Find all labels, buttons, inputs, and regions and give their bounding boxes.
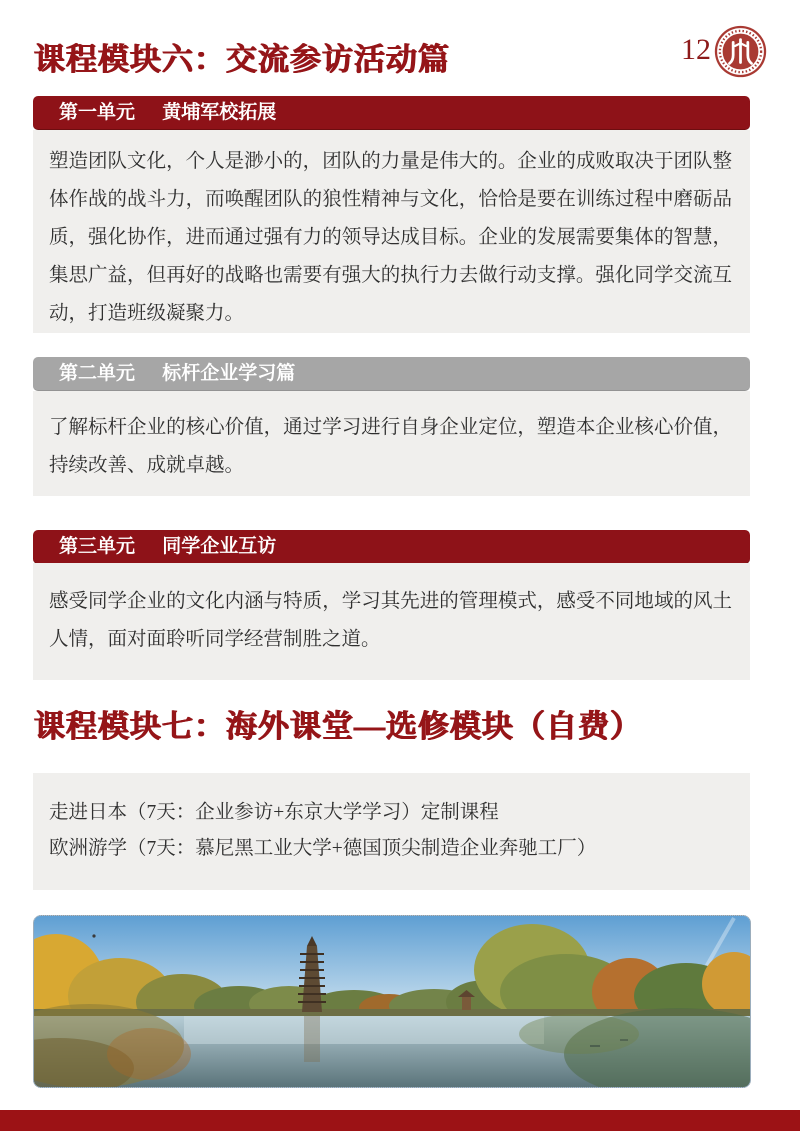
unit2-label: 第二单元 <box>59 363 136 384</box>
unit1-label: 第一单元 <box>59 102 136 123</box>
unit1-name: 黄埔军校拓展 <box>162 102 277 123</box>
unit2-body-block <box>33 391 750 496</box>
unit2-paragraph: 了解标杆企业的核心价值，通过学习进行自身企业定位，塑造本企业核心价值，持续改善、成就卓越。 <box>49 417 732 476</box>
module7-body-block <box>33 773 750 890</box>
module7-title: 课程模块七：海外课堂—选修模块（自费） <box>34 709 642 744</box>
unit1-body-block <box>33 130 750 333</box>
unit2-name: 标杆企业学习篇 <box>162 363 296 384</box>
module6-title: 课程模块六：交流参访活动篇 <box>34 42 450 77</box>
campus-lake-photo <box>33 915 751 1088</box>
unit3-paragraph: 感受同学企业的文化内涵与特质，学习其先进的管理模式，感受不同地域的风土人情，面对面聆听同学经营制胜之道。 <box>49 591 732 650</box>
campus-lake-photo-art <box>34 916 750 1087</box>
section-header-unit3 <box>33 530 750 564</box>
footer-red-band <box>0 1110 800 1131</box>
unit3-label: 第三单元 <box>59 536 136 557</box>
pku-seal-icon <box>713 24 768 79</box>
section-header-unit1 <box>33 96 750 130</box>
pku-seal-icon <box>713 24 768 79</box>
page-number: 12 <box>681 33 711 66</box>
section-header-unit2 <box>33 357 750 391</box>
unit3-body-block <box>33 563 750 680</box>
unit3-name: 同学企业互访 <box>162 536 277 557</box>
module7-item-europe: 欧洲游学（7天：慕尼黑工业大学+德国顶尖制造企业奔驰工厂） <box>49 838 597 859</box>
photo-water <box>34 1004 750 1087</box>
module7-item-japan: 走进日本（7天：企业参访+东京大学学习）定制课程 <box>49 802 499 823</box>
unit1-paragraph: 塑造团队文化，个人是渺小的，团队的力量是伟大的。企业的成败取决于团队整体作战的战斗力，而唤醒团队的狼性精神与文化，恰恰是要在训练过程中磨砺品质，强化协作，进而通过强有力的领导达成目标。企业的发展需要集体的智慧，集思广益，但再好的战略也需要有强大的执行力去做行动支撑。强化同学交流互动，打造班级凝聚力。 <box>49 151 732 324</box>
